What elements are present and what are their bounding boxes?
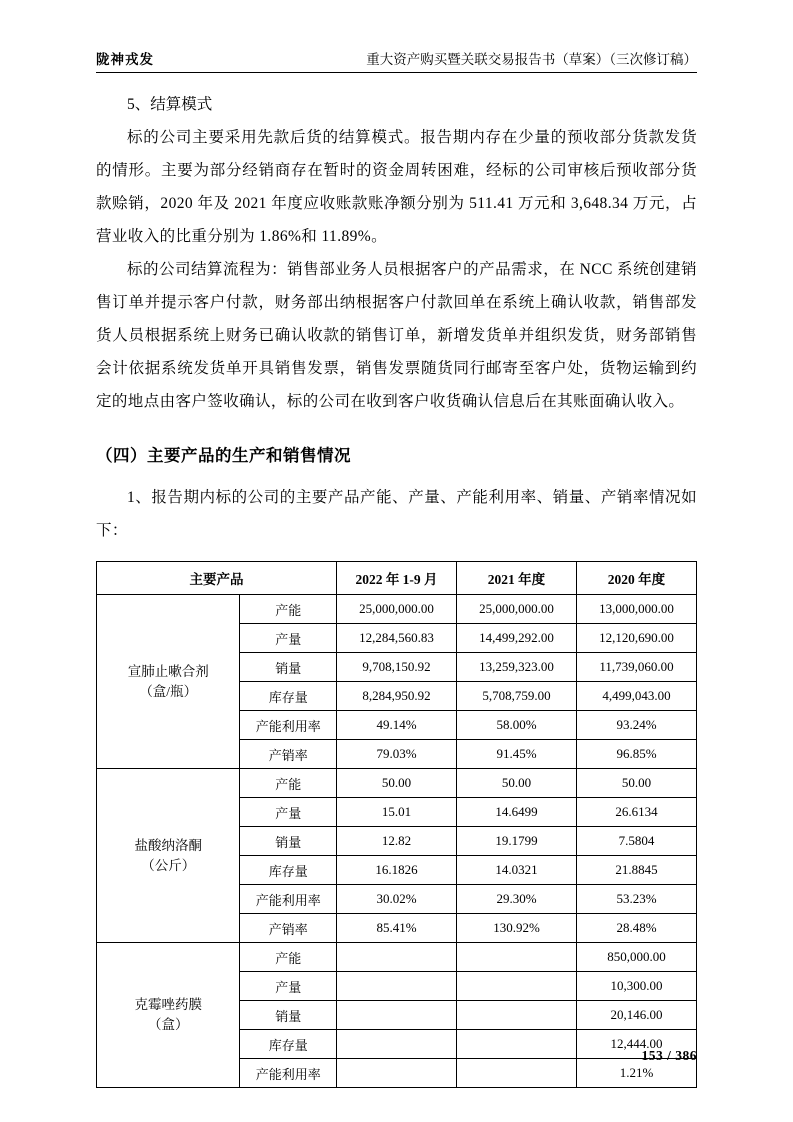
table-metric-label: 产量 — [240, 798, 337, 827]
production-sales-table — [96, 561, 697, 1088]
header-document-title: 重大资产购买暨关联交易报告书（草案）（三次修订稿） — [366, 52, 697, 67]
table-cell-value: 91.45% — [457, 740, 577, 769]
table-cell-value: 11,739,060.00 — [576, 653, 696, 682]
table-cell-value: 21.8845 — [576, 856, 696, 885]
table-metric-label: 产能 — [240, 943, 337, 972]
table-cell-value: 26.6134 — [576, 798, 696, 827]
table-cell-value: 1.21% — [576, 1059, 696, 1088]
table-cell-value — [457, 943, 577, 972]
table-cell-value — [457, 1030, 577, 1059]
table-product-name — [97, 595, 240, 769]
table-product-name — [97, 943, 240, 1088]
table-cell-value: 19.1799 — [457, 827, 577, 856]
table-metric-label: 库存量 — [240, 856, 337, 885]
table-cell-value: 15.01 — [337, 798, 457, 827]
table-cell-value — [457, 1059, 577, 1088]
table-cell-value — [337, 1030, 457, 1059]
table-cell-value: 7.5804 — [576, 827, 696, 856]
table-cell-value: 9,708,150.92 — [337, 653, 457, 682]
table-cell-value: 79.03% — [337, 740, 457, 769]
table-row — [97, 943, 697, 972]
table-cell-value — [337, 943, 457, 972]
table-cell-value: 12.82 — [337, 827, 457, 856]
table-cell-value — [337, 1059, 457, 1088]
table-cell-value: 12,444.00 — [576, 1030, 696, 1059]
table-row — [97, 595, 697, 624]
table-cell-value: 13,259,323.00 — [457, 653, 577, 682]
table-cell-value: 25,000,000.00 — [337, 595, 457, 624]
table-metric-label: 产量 — [240, 624, 337, 653]
table-header-row — [97, 562, 697, 595]
table-cell-value: 13,000,000.00 — [576, 595, 696, 624]
table-body — [97, 595, 697, 1088]
table-cell-value: 28.48% — [576, 914, 696, 943]
table-header-2021: 2021 年度 — [457, 562, 577, 595]
table-cell-value: 85.41% — [337, 914, 457, 943]
table-cell-value: 20,146.00 — [576, 1001, 696, 1030]
table-cell-value — [337, 972, 457, 1001]
product-name-text: 宣肺止嗽合剂 — [127, 663, 209, 679]
table-cell-value: 29.30% — [457, 885, 577, 914]
table-metric-label: 产能利用率 — [240, 1059, 337, 1088]
product-name-text: 克霉唑药膜 — [134, 997, 202, 1012]
table-cell-value: 10,300.00 — [576, 972, 696, 1001]
table-header-product: 主要产品 — [97, 562, 337, 595]
table-row — [97, 769, 697, 798]
table-metric-label: 库存量 — [240, 1030, 337, 1059]
table-cell-value: 96.85% — [576, 740, 696, 769]
table-metric-label: 产能利用率 — [240, 711, 337, 740]
paragraph-settlement-process: 标的公司结算流程为：销售部业务人员根据客户的产品需求，在 NCC 系统创建销售订单并提示客户付款，财务部出纳根据客户付款回单在系统上确认收款，销售部发货人员根据系统上财务已确认收款的销售订单，新增发货单并组织发货，财务部销售会计依据系统发货单开具销售发票，销售发票随货同行邮寄至客户处，货物运输到约定的地点由客户签收确认，标的公司在收到客户收货确认信息后在其账面确认收入。 — [96, 261, 697, 410]
table-cell-value: 58.00% — [457, 711, 577, 740]
table-cell-value: 30.02% — [337, 885, 457, 914]
table-metric-label: 产销率 — [240, 914, 337, 943]
product-unit-text: （盒/瓶） — [139, 683, 198, 699]
subsection-heading-5: 5、结算模式 — [127, 96, 213, 113]
table-cell-value: 93.24% — [576, 711, 696, 740]
page-number: 153 / 386 — [641, 1048, 697, 1063]
table-cell-value — [337, 1001, 457, 1030]
table-cell-value: 850,000.00 — [576, 943, 696, 972]
table-cell-value: 8,284,950.92 — [337, 682, 457, 711]
table-metric-label: 产能利用率 — [240, 885, 337, 914]
section-heading-four: （四）主要产品的生产和销售情况 — [96, 447, 351, 465]
paragraph-production-sales-intro: 1、报告期内标的公司的主要产品产能、产量、产能利用率、销量、产销率情况如下： — [96, 489, 697, 539]
table-cell-value: 53.23% — [576, 885, 696, 914]
table-cell-value: 49.14% — [337, 711, 457, 740]
document-content — [96, 88, 697, 1088]
table-cell-value: 50.00 — [337, 769, 457, 798]
product-name-text: 盐酸纳洛酮 — [134, 837, 202, 853]
table-header-2020: 2020 年度 — [576, 562, 696, 595]
table-cell-value: 14.6499 — [457, 798, 577, 827]
table-cell-value: 130.92% — [457, 914, 577, 943]
page-header — [96, 48, 697, 68]
table-cell-value: 50.00 — [576, 769, 696, 798]
table-cell-value: 12,120,690.00 — [576, 624, 696, 653]
table-cell-value: 12,284,560.83 — [337, 624, 457, 653]
table-cell-value: 50.00 — [457, 769, 577, 798]
table-cell-value — [457, 972, 577, 1001]
table-cell-value: 14.0321 — [457, 856, 577, 885]
table-metric-label: 销量 — [240, 653, 337, 682]
table-header-2022: 2022 年 1-9 月 — [337, 562, 457, 595]
product-unit-text: （公斤） — [141, 857, 196, 873]
table-cell-value: 14,499,292.00 — [457, 624, 577, 653]
table-cell-value: 16.1826 — [337, 856, 457, 885]
table-product-name — [97, 769, 240, 943]
product-unit-text: （盒） — [147, 1017, 189, 1032]
table-metric-label: 产量 — [240, 972, 337, 1001]
header-divider — [96, 72, 697, 73]
table-metric-label: 产销率 — [240, 740, 337, 769]
header-company-name: 陇神戎发 — [96, 52, 154, 67]
table-metric-label: 销量 — [240, 827, 337, 856]
table-metric-label: 产能 — [240, 769, 337, 798]
table-cell-value: 4,499,043.00 — [576, 682, 696, 711]
table-cell-value: 5,708,759.00 — [457, 682, 577, 711]
table-metric-label: 销量 — [240, 1001, 337, 1030]
table-cell-value: 25,000,000.00 — [457, 595, 577, 624]
paragraph-settlement-mode: 标的公司主要采用先款后货的结算模式。报告期内存在少量的预收部分货款发货的情形。主要为部分经销商存在暂时的资金周转困难，经标的公司审核后预收部分货款赊销，2020 年及 2021 年度应收账款账净额分别为 511.41 万元和 3,648.34 万元，占营业收入的比重分别为 1.86%和 11.89%。 — [96, 129, 697, 245]
table-metric-label: 产能 — [240, 595, 337, 624]
table-metric-label: 库存量 — [240, 682, 337, 711]
table-cell-value — [457, 1001, 577, 1030]
